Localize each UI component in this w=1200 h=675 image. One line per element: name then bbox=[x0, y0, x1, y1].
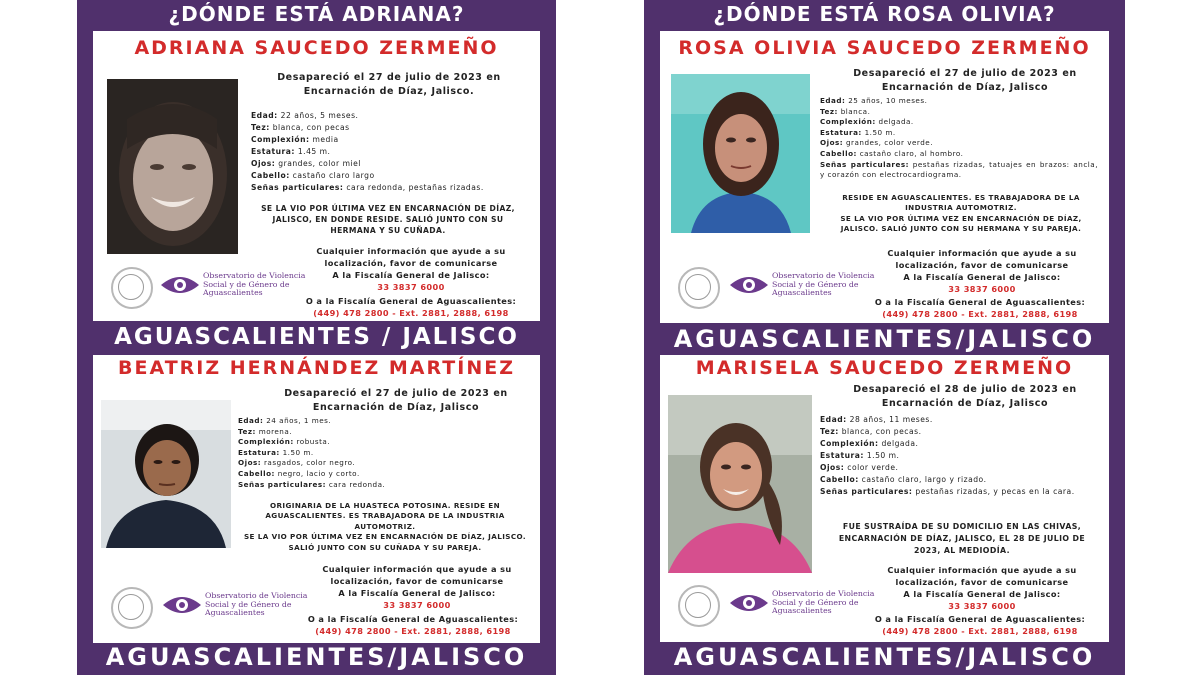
attribute-label: Tez: bbox=[820, 106, 838, 116]
attributes-list bbox=[251, 110, 529, 194]
contact-line: A la Fiscalía General de Jalisco: bbox=[332, 270, 490, 280]
poster-footer: AGUASCALIENTES/JALISCO bbox=[105, 643, 528, 671]
attribute-value: 1.45 m. bbox=[297, 147, 331, 156]
attribute-value: 25 años, 10 meses. bbox=[848, 96, 928, 105]
person-name: MARISELA SAUCEDO ZERMEÑO bbox=[695, 357, 1074, 379]
attribute-value: castaño claro, al hombro. bbox=[859, 148, 964, 158]
attribute-row bbox=[251, 182, 529, 194]
attribute-value: 1.50 m. bbox=[866, 451, 900, 460]
attributes-list bbox=[820, 96, 1098, 181]
attribute-label: Cabello: bbox=[251, 171, 290, 180]
contact-info bbox=[299, 563, 535, 611]
attribute-value: color verde. bbox=[847, 463, 899, 472]
attribute-row bbox=[238, 427, 528, 438]
attribute-label: Estatura: bbox=[251, 147, 295, 156]
observatorio-logo bbox=[728, 271, 875, 301]
attribute-value: pestañas rizadas, tatuajes en brazos: ancla, y corazón con electrocardiograma. bbox=[820, 159, 1098, 180]
observatorio-logo bbox=[161, 591, 308, 621]
observatorio-line: Aguascalientes bbox=[205, 608, 265, 618]
attribute-value: blanca, con pecas. bbox=[841, 427, 922, 436]
contact-info-ags bbox=[852, 296, 1108, 320]
observatorio-line: Observatorio de Violencia bbox=[772, 589, 875, 598]
poster-card bbox=[93, 31, 540, 321]
poster-card bbox=[660, 31, 1109, 323]
contact-line: A la Fiscalía General de Jalisco: bbox=[903, 272, 1061, 282]
attribute-row bbox=[820, 474, 1100, 486]
attribute-label: Cabello: bbox=[820, 475, 859, 484]
phone-jalisco: 33 3837 6000 bbox=[948, 284, 1016, 294]
observatorio-logo bbox=[728, 589, 875, 619]
person-name: BEATRIZ HERNÁNDEZ MARTÍNEZ bbox=[118, 357, 515, 379]
poster-footer: AGUASCALIENTES/JALISCO bbox=[673, 325, 1096, 353]
disappearance-line: Desapareció el 27 de julio de 2023 en bbox=[853, 68, 1077, 79]
poster-header: ¿DÓNDE ESTÁ ROSA OLIVIA? bbox=[713, 2, 1056, 26]
attribute-row bbox=[820, 117, 1098, 128]
attribute-value: pestañas rizadas, y pecas en la cara. bbox=[915, 487, 1075, 496]
contact-line: A la Fiscalía General de Jalisco: bbox=[903, 589, 1061, 599]
attribute-value: 28 años, 11 meses. bbox=[849, 415, 933, 424]
contact-line: O a la Fiscalía General de Aguascalientes: bbox=[307, 614, 519, 624]
attribute-row bbox=[820, 438, 1100, 450]
attribute-value: delgada. bbox=[881, 439, 919, 448]
attribute-label: Estatura: bbox=[820, 451, 864, 460]
attribute-row bbox=[820, 462, 1100, 474]
observatorio-line: Social y de Género de bbox=[772, 279, 859, 289]
eye-logo-icon bbox=[159, 271, 201, 299]
attribute-value: cara redonda. bbox=[328, 479, 386, 489]
attribute-row bbox=[238, 469, 528, 480]
fiscalia-seal-icon bbox=[678, 585, 720, 627]
observatorio-line: Social y de Género de bbox=[203, 279, 290, 289]
eye-logo-icon bbox=[728, 589, 770, 617]
poster-marisela bbox=[644, 355, 1125, 675]
attribute-value: rasgados, color negro. bbox=[263, 458, 356, 468]
attribute-row bbox=[820, 160, 1098, 181]
phone-jalisco: 33 3837 6000 bbox=[948, 601, 1016, 611]
attribute-label: Ojos: bbox=[251, 159, 276, 168]
attribute-label: Tez: bbox=[251, 123, 270, 132]
attribute-label: Edad: bbox=[251, 111, 278, 120]
attribute-label: Señas particulares: bbox=[820, 159, 909, 169]
attribute-label: Ojos: bbox=[238, 458, 262, 468]
narrative-line: HERMANA Y SU CUÑADA. bbox=[330, 225, 446, 235]
person-photo bbox=[101, 400, 231, 548]
attribute-row bbox=[820, 138, 1098, 149]
narrative-line: ORIGINARIA DE LA HUASTECA POTOSINA. RESIDE EN bbox=[269, 501, 501, 510]
poster-card bbox=[660, 355, 1109, 642]
disappearance-info bbox=[828, 67, 1102, 95]
disappearance-info bbox=[253, 71, 525, 99]
attribute-label: Cabello: bbox=[820, 148, 857, 158]
attribute-value: castaño claro largo bbox=[292, 171, 375, 180]
attribute-row bbox=[820, 450, 1100, 462]
contact-line: localización, favor de comunicarse bbox=[895, 260, 1069, 270]
attribute-row bbox=[820, 414, 1100, 426]
attribute-row bbox=[820, 96, 1098, 107]
phone-aguascalientes: (449) 478 2800 - Ext. 2881, 2888, 6198 bbox=[882, 626, 1078, 636]
attribute-value: cara redonda, pestañas rizadas. bbox=[346, 183, 484, 192]
attribute-row bbox=[238, 480, 528, 491]
phone-aguascalientes: (449) 478 2800 - Ext. 2881, 2888, 6198 bbox=[313, 308, 509, 318]
contact-line: localización, favor de comunicarse bbox=[324, 258, 498, 268]
attribute-value: delgada. bbox=[878, 117, 914, 127]
attribute-row bbox=[251, 146, 529, 158]
attribute-row bbox=[238, 437, 528, 448]
phone-aguascalientes: (449) 478 2800 - Ext. 2881, 2888, 6198 bbox=[882, 309, 1078, 319]
attribute-label: Estatura: bbox=[238, 447, 280, 457]
narrative-line: SE LA VIO POR ÚLTIMA VEZ EN ENCARNACIÓN DE DÍAZ, bbox=[261, 204, 515, 213]
narrative-line: SE LA VIO POR ÚLTIMA VEZ EN ENCARNACIÓN DE DÍAZ, bbox=[840, 213, 1082, 223]
contact-line: O a la Fiscalía General de Aguascalientes: bbox=[874, 614, 1086, 624]
attribute-label: Estatura: bbox=[820, 127, 862, 137]
attribute-label: Ojos: bbox=[820, 138, 844, 148]
observatorio-line: Aguascalientes bbox=[203, 288, 263, 298]
observatorio-line: Observatorio de Violencia bbox=[772, 271, 875, 280]
poster-header: ¿DÓNDE ESTÁ ADRIANA? bbox=[168, 2, 465, 26]
attribute-row bbox=[820, 107, 1098, 118]
attribute-label: Complexión: bbox=[820, 117, 876, 127]
contact-line: Cualquier información que ayude a su bbox=[887, 565, 1077, 575]
narrative bbox=[820, 193, 1102, 235]
disappearance-line: Encarnación de Díaz, Jalisco bbox=[881, 398, 1049, 409]
contact-line: Cualquier información que ayude a su bbox=[316, 246, 506, 256]
attribute-label: Señas particulares: bbox=[251, 183, 344, 192]
person-name: ADRIANA SAUCEDO ZERMEÑO bbox=[134, 37, 499, 59]
eye-logo-icon bbox=[161, 591, 203, 619]
attributes-list bbox=[238, 416, 528, 490]
disappearance-info bbox=[828, 383, 1102, 411]
attribute-label: Cabello: bbox=[238, 468, 275, 478]
narrative-line: SE LA VIO POR ÚLTIMA VEZ EN ENCARNACIÓN DE DÍAZ, JALISCO. bbox=[243, 532, 527, 542]
observatorio-line: Aguascalientes bbox=[772, 288, 832, 298]
attribute-value: 24 años, 1 mes. bbox=[266, 416, 332, 425]
observatorio-line: Social y de Género de bbox=[205, 599, 292, 609]
attribute-value: negro, lacio y corto. bbox=[277, 468, 360, 478]
attribute-label: Edad: bbox=[820, 415, 847, 424]
disappearance-line: Desapareció el 27 de julio de 2023 en bbox=[284, 388, 508, 399]
attribute-value: 1.50 m. bbox=[864, 127, 896, 137]
person-photo bbox=[671, 74, 810, 233]
contact-line: Cualquier información que ayude a su bbox=[322, 564, 512, 574]
observatorio-line: Observatorio de Violencia bbox=[203, 271, 306, 280]
attribute-row bbox=[251, 158, 529, 170]
narrative bbox=[820, 521, 1104, 557]
attribute-label: Complexión: bbox=[238, 437, 294, 447]
narrative-line: ENCARNACIÓN DE DÍAZ, JALISCO, EL 28 DE JULIO DE bbox=[838, 534, 1086, 543]
attribute-value: 1.50 m. bbox=[282, 447, 314, 457]
attribute-label: Ojos: bbox=[820, 463, 845, 472]
attribute-label: Edad: bbox=[238, 416, 264, 425]
narrative-line: JALISCO, EN DONDE RESIDE. SALIÓ JUNTO CON SU bbox=[272, 214, 504, 224]
narrative-line: INDUSTRIA AUTOMOTRIZ. bbox=[905, 203, 1017, 213]
contact-info bbox=[293, 245, 529, 293]
poster-adriana bbox=[77, 0, 556, 352]
poster-beatriz bbox=[77, 352, 556, 675]
person-photo bbox=[668, 395, 812, 573]
observatorio-text bbox=[203, 272, 305, 298]
disappearance-line: Encarnación de Díaz, Jalisco bbox=[881, 82, 1049, 93]
attribute-row bbox=[238, 448, 528, 459]
contact-line: A la Fiscalía General de Jalisco: bbox=[338, 588, 496, 598]
attribute-label: Complexión: bbox=[251, 135, 310, 144]
narrative bbox=[235, 501, 535, 553]
person-photo bbox=[107, 79, 238, 254]
attribute-label: Complexión: bbox=[820, 439, 879, 448]
narrative-line: FUE SUSTRAÍDA DE SU DOMICILIO EN LAS CHIVAS, bbox=[842, 522, 1082, 531]
disappearance-line: Encarnación de Díaz, Jalisco bbox=[312, 402, 480, 413]
contact-line: Cualquier información que ayude a su bbox=[887, 248, 1077, 258]
disappearance-line: Encarnación de Díaz, Jalisco. bbox=[303, 86, 475, 97]
contact-info bbox=[864, 564, 1100, 612]
phone-jalisco: 33 3837 6000 bbox=[377, 282, 445, 292]
observatorio-line: Social y de Género de bbox=[772, 597, 859, 607]
contact-line: O a la Fiscalía General de Aguascalientes: bbox=[874, 297, 1086, 307]
observatorio-logo bbox=[159, 271, 306, 301]
contact-info-ags bbox=[283, 295, 539, 319]
narrative-line: AGUASCALIENTES. ES TRABAJADORA DE LA INDUSTRIA bbox=[265, 511, 505, 521]
observatorio-text bbox=[772, 590, 874, 616]
attribute-value: blanca, con pecas bbox=[272, 123, 350, 132]
phone-jalisco: 33 3837 6000 bbox=[383, 600, 451, 610]
fiscalia-seal-icon bbox=[111, 267, 153, 309]
poster-footer: AGUASCALIENTES / JALISCO bbox=[114, 324, 519, 350]
attribute-row bbox=[251, 134, 529, 146]
disappearance-info bbox=[259, 387, 533, 415]
contact-line: O a la Fiscalía General de Aguascalientes: bbox=[305, 296, 517, 306]
attribute-row bbox=[251, 170, 529, 182]
fiscalia-seal-icon bbox=[678, 267, 720, 309]
attribute-label: Señas particulares: bbox=[238, 479, 327, 489]
attribute-value: castaño claro, largo y rizado. bbox=[861, 475, 987, 484]
narrative-line: 2023, AL MEDIODÍA. bbox=[914, 546, 1010, 555]
disappearance-line: Desapareció el 27 de julio de 2023 en bbox=[277, 72, 501, 83]
observatorio-text bbox=[205, 592, 307, 618]
attribute-row bbox=[820, 426, 1100, 438]
narrative-line: AUTOMOTRIZ. bbox=[354, 521, 416, 531]
attribute-value: grandes, color miel bbox=[278, 159, 361, 168]
contact-info bbox=[864, 247, 1100, 295]
observatorio-text bbox=[772, 272, 874, 298]
attribute-row bbox=[820, 486, 1100, 498]
phone-aguascalientes: (449) 478 2800 - Ext. 2881, 2888, 6198 bbox=[315, 626, 511, 636]
attribute-label: Señas particulares: bbox=[820, 487, 913, 496]
attribute-row bbox=[238, 416, 528, 427]
eye-logo-icon bbox=[728, 271, 770, 299]
disappearance-line: Desapareció el 28 de julio de 2023 en bbox=[853, 384, 1077, 395]
narrative-line: SALIÓ JUNTO CON SU CUÑADA Y SU PAREJA. bbox=[288, 542, 482, 552]
poster-footer: AGUASCALIENTES/JALISCO bbox=[673, 643, 1096, 671]
fiscalia-seal-icon bbox=[111, 587, 153, 629]
observatorio-line: Observatorio de Violencia bbox=[205, 591, 308, 600]
attribute-row bbox=[820, 128, 1098, 139]
observatorio-line: Aguascalientes bbox=[772, 606, 832, 616]
attribute-row bbox=[238, 458, 528, 469]
poster-card bbox=[93, 355, 540, 643]
attribute-value: grandes, color verde. bbox=[845, 138, 934, 148]
attribute-label: Tez: bbox=[238, 426, 256, 436]
narrative-line: RESIDE EN AGUASCALIENTES. ES TRABAJADORA DE LA bbox=[842, 193, 1080, 202]
attribute-row bbox=[820, 149, 1098, 160]
attributes-list bbox=[820, 414, 1100, 498]
attribute-value: morena. bbox=[258, 426, 293, 436]
attribute-value: robusta. bbox=[296, 437, 331, 447]
person-name: ROSA OLIVIA SAUCEDO ZERMEÑO bbox=[678, 37, 1091, 59]
contact-line: localización, favor de comunicarse bbox=[895, 577, 1069, 587]
attribute-value: media bbox=[312, 135, 339, 144]
attribute-label: Edad: bbox=[820, 96, 846, 105]
attribute-label: Tez: bbox=[820, 427, 839, 436]
narrative bbox=[243, 204, 533, 236]
attribute-value: blanca. bbox=[840, 106, 871, 116]
narrative-line: JALISCO. SALIÓ JUNTO CON SU HERMANA Y SU PAREJA. bbox=[840, 224, 1082, 234]
attribute-row bbox=[251, 110, 529, 122]
contact-info-ags bbox=[852, 613, 1108, 637]
attribute-row bbox=[251, 122, 529, 134]
poster-rosa-olivia bbox=[644, 0, 1125, 355]
attribute-value: 22 años, 5 meses. bbox=[280, 111, 359, 120]
contact-line: localización, favor de comunicarse bbox=[330, 576, 504, 586]
contact-info-ags bbox=[287, 613, 539, 637]
